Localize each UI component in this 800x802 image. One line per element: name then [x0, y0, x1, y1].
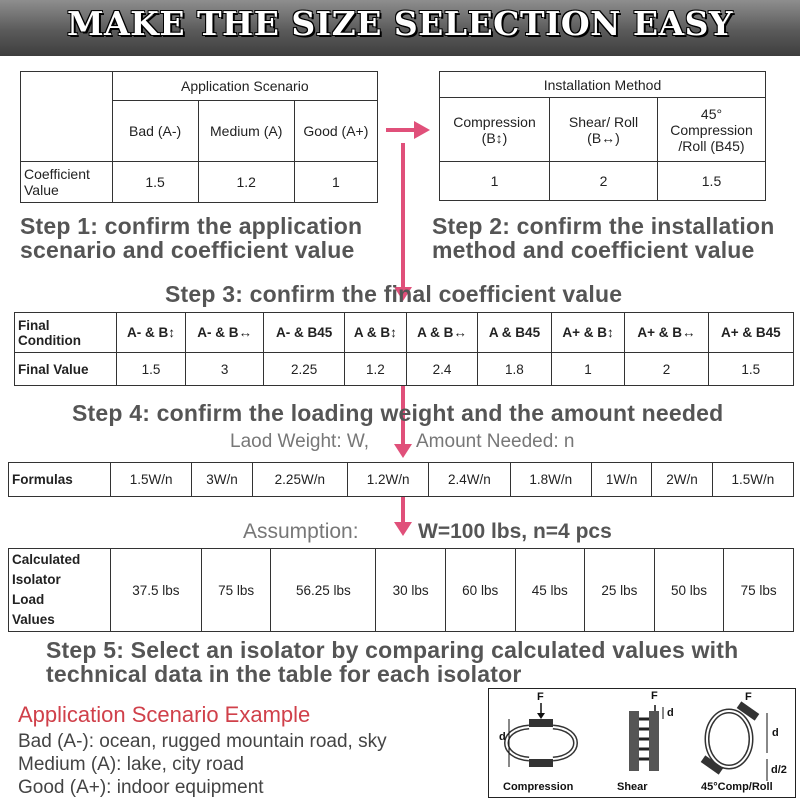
compression-caption: Compression	[503, 781, 574, 793]
formula-cell: 2.4W/n	[429, 463, 510, 497]
installation-method-header: Installation Method	[440, 72, 766, 98]
compression-isolator-icon	[507, 703, 576, 767]
calc-cell: 75 lbs	[201, 549, 271, 632]
45-degree-caption: 45°Comp/Roll	[701, 781, 773, 793]
disp-label-3: d	[772, 727, 779, 739]
value-good: 1	[294, 162, 377, 203]
step-5-text: Step 5: Select an isolator by comparing calculated values with technical data in the table for each isolator	[46, 637, 739, 687]
value-45: 1.5	[658, 162, 766, 201]
final-value-cell: 1	[551, 353, 625, 386]
example-list	[18, 730, 387, 799]
amount-needed-text: Amount Needed: n	[416, 431, 575, 452]
force-label-3: F	[745, 691, 752, 703]
final-value-cell: 2.25	[264, 353, 345, 386]
formula-cell: 3W/n	[192, 463, 252, 497]
final-value-cell: 1.2	[344, 353, 406, 386]
col-shear-roll: Shear/ Roll (B↔)	[550, 98, 658, 162]
condition-cell: A+ & B45	[708, 313, 793, 353]
down-arrow-shaft-1	[401, 143, 405, 288]
condition-cell: A & B45	[478, 313, 552, 353]
final-condition-table	[14, 312, 794, 386]
shear-isolator-icon	[629, 705, 663, 771]
condition-cell: A- & B↔	[185, 313, 263, 353]
final-value-cell: 3	[185, 353, 263, 386]
formula-cell: 1.8W/n	[510, 463, 591, 497]
final-condition-label: Final Condition	[15, 313, 117, 353]
force-label-1: F	[537, 691, 544, 703]
col-compression: Compression (B↕)	[440, 98, 550, 162]
calc-cell: 56.25 lbs	[271, 549, 376, 632]
formulas-label: Formulas	[9, 463, 111, 497]
calc-cell: 25 lbs	[585, 549, 655, 632]
calculated-label: Calculated Isolator Load Values	[9, 549, 111, 632]
disp-label-2: d	[667, 707, 674, 719]
example-medium: Medium (A): lake, city road	[18, 754, 244, 775]
value-bad: 1.5	[112, 162, 198, 203]
final-value-cell: 1.5	[708, 353, 793, 386]
value-medium: 1.2	[198, 162, 294, 203]
step-2-text: Step 2: confirm the installation method and coefficient value	[432, 213, 775, 263]
formula-cell: 2.25W/n	[252, 463, 347, 497]
formula-cell: 1W/n	[591, 463, 651, 497]
example-good: Good (A+): indoor equipment	[18, 777, 264, 798]
calculated-values-table	[8, 548, 794, 632]
formula-cell: 1.5W/n	[712, 463, 793, 497]
calc-cell: 37.5 lbs	[111, 549, 202, 632]
final-value-cell: 2.4	[406, 353, 477, 386]
condition-cell: A- & B45	[264, 313, 345, 353]
condition-cell: A+ & B↔	[625, 313, 708, 353]
application-scenario-table	[20, 71, 378, 203]
final-value-cell: 1.8	[478, 353, 552, 386]
example-title: Application Scenario Example	[18, 702, 311, 727]
right-arrow-icon	[414, 121, 430, 139]
value-shear: 2	[550, 162, 658, 201]
disp-label-1: d	[499, 731, 506, 743]
45-degree-isolator-icon	[701, 701, 767, 781]
condition-cell: A+ & B↕	[551, 313, 625, 353]
col-medium: Medium (A)	[198, 101, 294, 162]
empty-corner-cell	[21, 72, 113, 162]
step-4-text: Step 4: confirm the loading weight and the amount needed	[72, 400, 724, 426]
example-bad: Bad (A-): ocean, rugged mountain road, sky	[18, 731, 387, 752]
right-arrow-shaft	[386, 128, 416, 132]
force-label-2: F	[651, 690, 658, 702]
final-value-label: Final Value	[15, 353, 117, 386]
col-good: Good (A+)	[294, 101, 377, 162]
calc-cell: 75 lbs	[724, 549, 794, 632]
assumption-value: W=100 lbs, n=4 pcs	[418, 520, 612, 543]
assumption-label: Assumption:	[243, 520, 359, 543]
half-disp-label: d/2	[771, 764, 787, 776]
shear-caption: Shear	[617, 781, 648, 793]
final-value-cell: 2	[625, 353, 708, 386]
application-scenario-header: Application Scenario	[112, 72, 377, 101]
calc-cell: 50 lbs	[654, 549, 724, 632]
condition-cell: A & B↔	[406, 313, 477, 353]
load-weight-text: Laod Weight: W,	[230, 431, 370, 452]
step-3-text: Step 3: confirm the final coefficient value	[165, 281, 623, 307]
step-1-text: Step 1: confirm the application scenario and coefficient value	[20, 213, 363, 263]
calc-cell: 45 lbs	[515, 549, 585, 632]
page-title: MAKE THE SIZE SELECTION EASY	[67, 4, 733, 43]
condition-cell: A- & B↕	[117, 313, 186, 353]
final-value-cell: 1.5	[117, 353, 186, 386]
coefficient-label: Coefficient Value	[21, 162, 113, 203]
formula-cell: 1.2W/n	[347, 463, 428, 497]
value-compression: 1	[440, 162, 550, 201]
installation-diagram	[488, 688, 796, 798]
col-bad: Bad (A-)	[112, 101, 198, 162]
calc-cell: 60 lbs	[445, 549, 515, 632]
down-arrow-shaft-3	[401, 497, 405, 523]
down-arrow-icon-2	[394, 444, 412, 458]
installation-method-table	[439, 71, 766, 201]
formula-cell: 2W/n	[652, 463, 712, 497]
down-arrow-icon-3	[394, 522, 412, 536]
formulas-table	[8, 462, 794, 497]
col-45-compression: 45° Compression /Roll (B45)	[658, 98, 766, 162]
formula-cell: 1.5W/n	[111, 463, 192, 497]
calc-cell: 30 lbs	[376, 549, 446, 632]
condition-cell: A & B↕	[344, 313, 406, 353]
